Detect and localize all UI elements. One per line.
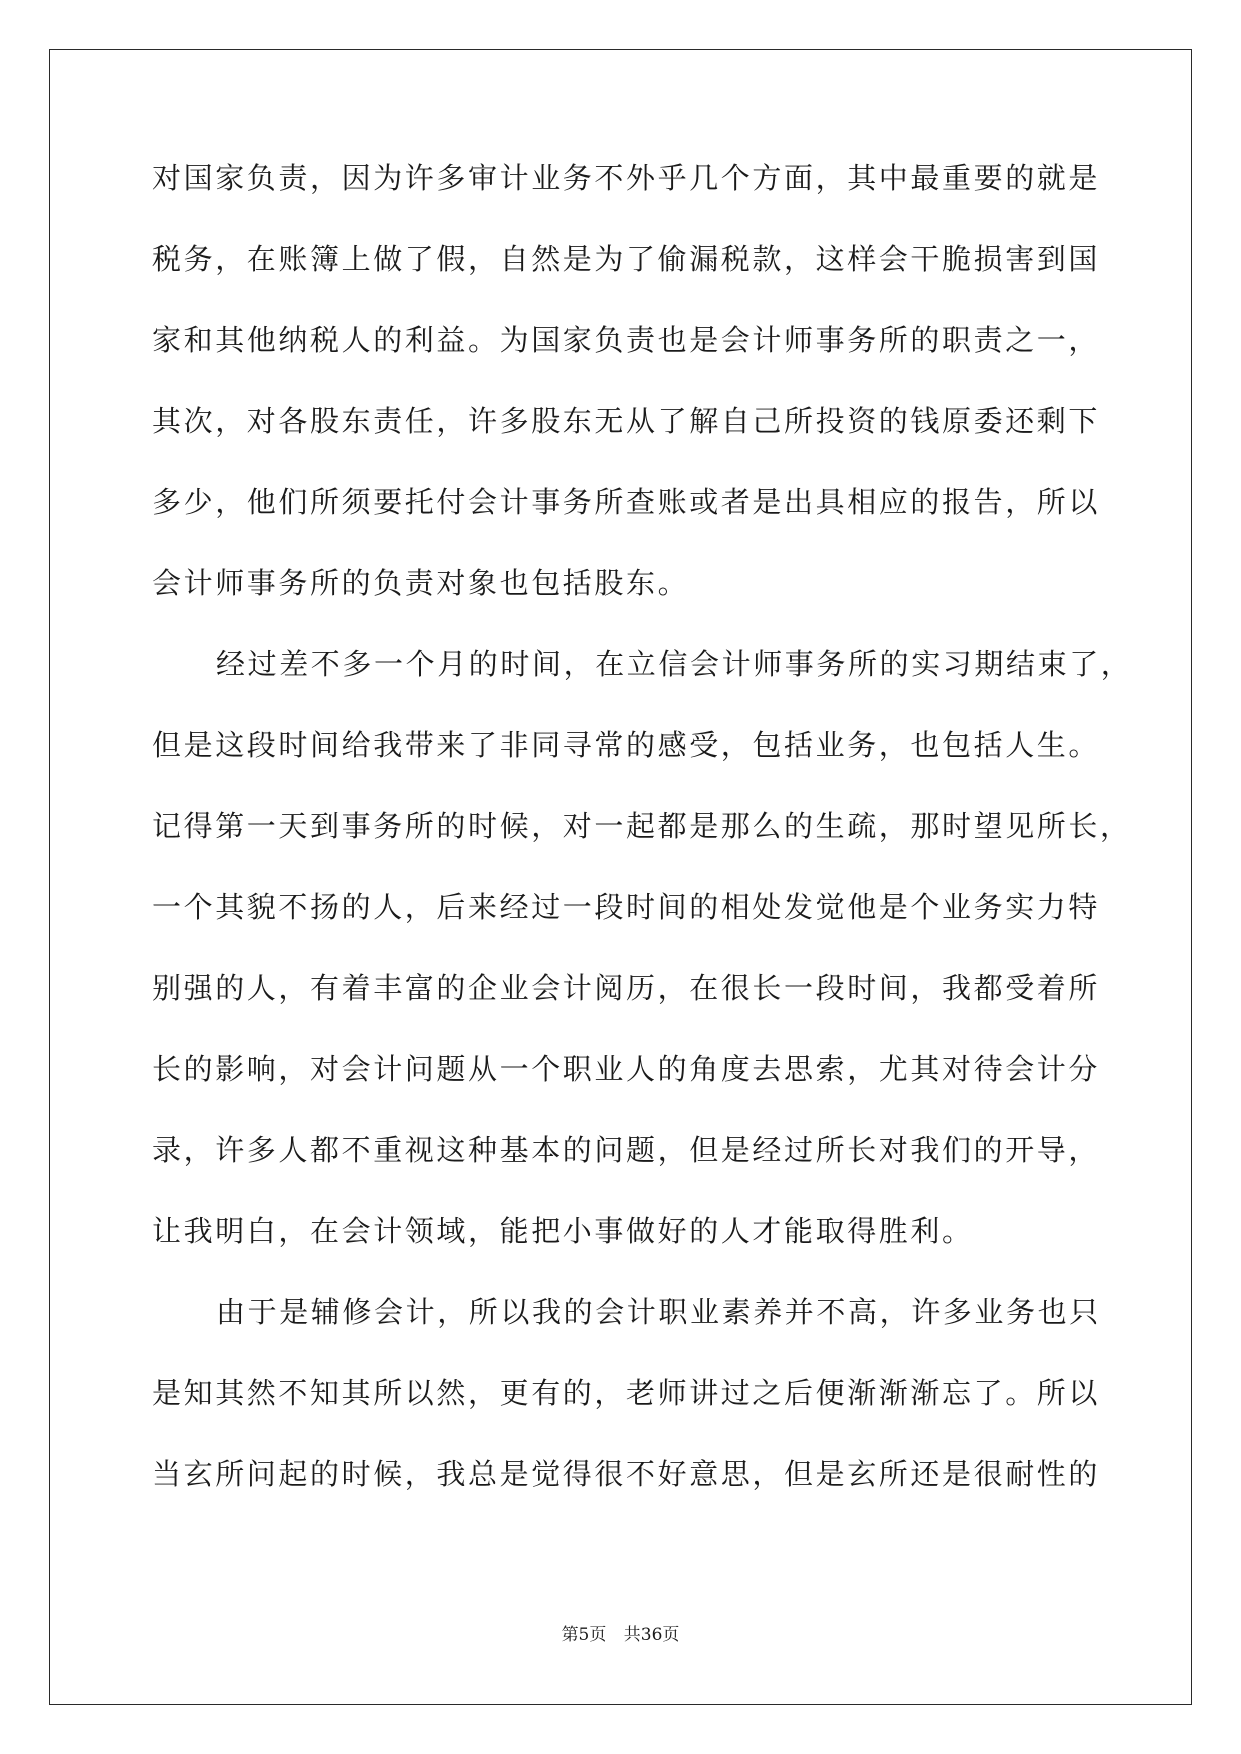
text-line: 是知其然不知其所以然，更有的，老师讲过之后便渐渐渐忘了。所以 — [152, 1376, 1101, 1410]
page-footer — [0, 1620, 1241, 1645]
text-line: 家和其他纳税人的利益。为国家负责也是会计师事务所的职责之一， — [152, 323, 1101, 357]
paragraph-start-line: 经过差不多一个月的时间，在立信会计师事务所的实习期结束了， — [216, 647, 1133, 681]
text-line: 其次，对各股东责任，许多股东无从了解自己所投资的钱原委还剩下 — [152, 404, 1101, 438]
page-number: 第5页 — [561, 1625, 607, 1645]
text-line: 当玄所问起的时候，我总是觉得很不好意思，但是玄所还是很耐性的 — [152, 1457, 1101, 1491]
text-line: 对国家负责，因为许多审计业务不外乎几个方面，其中最重要的就是 — [152, 161, 1101, 195]
text-line: 长的影响，对会计问题从一个职业人的角度去思索，尤其对待会计分 — [152, 1052, 1101, 1086]
text-line: 别强的人，有着丰富的企业会计阅历，在很长一段时间，我都受着所 — [152, 971, 1101, 1005]
text-line: 税务，在账簿上做了假，自然是为了偷漏税款，这样会干脆损害到国 — [152, 242, 1101, 276]
document-body — [152, 158, 1133, 1535]
total-pages: 共36页 — [623, 1625, 680, 1645]
text-line: 但是这段时间给我带来了非同寻常的感受，包括业务，也包括人生。 — [152, 728, 1101, 762]
text-line: 让我明白，在会计领域，能把小事做好的人才能取得胜利。 — [152, 1214, 974, 1248]
text-line: 多少，他们所须要托付会计事务所查账或者是出具相应的报告，所以 — [152, 485, 1101, 519]
text-line: 一个其貌不扬的人，后来经过一段时间的相处发觉他是个业务实力特 — [152, 890, 1101, 924]
text-line: 记得第一天到事务所的时候，对一起都是那么的生疏，那时望见所长， — [152, 809, 1132, 843]
text-line: 会计师事务所的负责对象也包括股东。 — [152, 566, 690, 600]
paragraph-start-line: 由于是辅修会计，所以我的会计职业素养并不高，许多业务也只 — [216, 1295, 1101, 1329]
text-line: 录，许多人都不重视这种基本的问题，但是经过所长对我们的开导， — [152, 1133, 1101, 1167]
